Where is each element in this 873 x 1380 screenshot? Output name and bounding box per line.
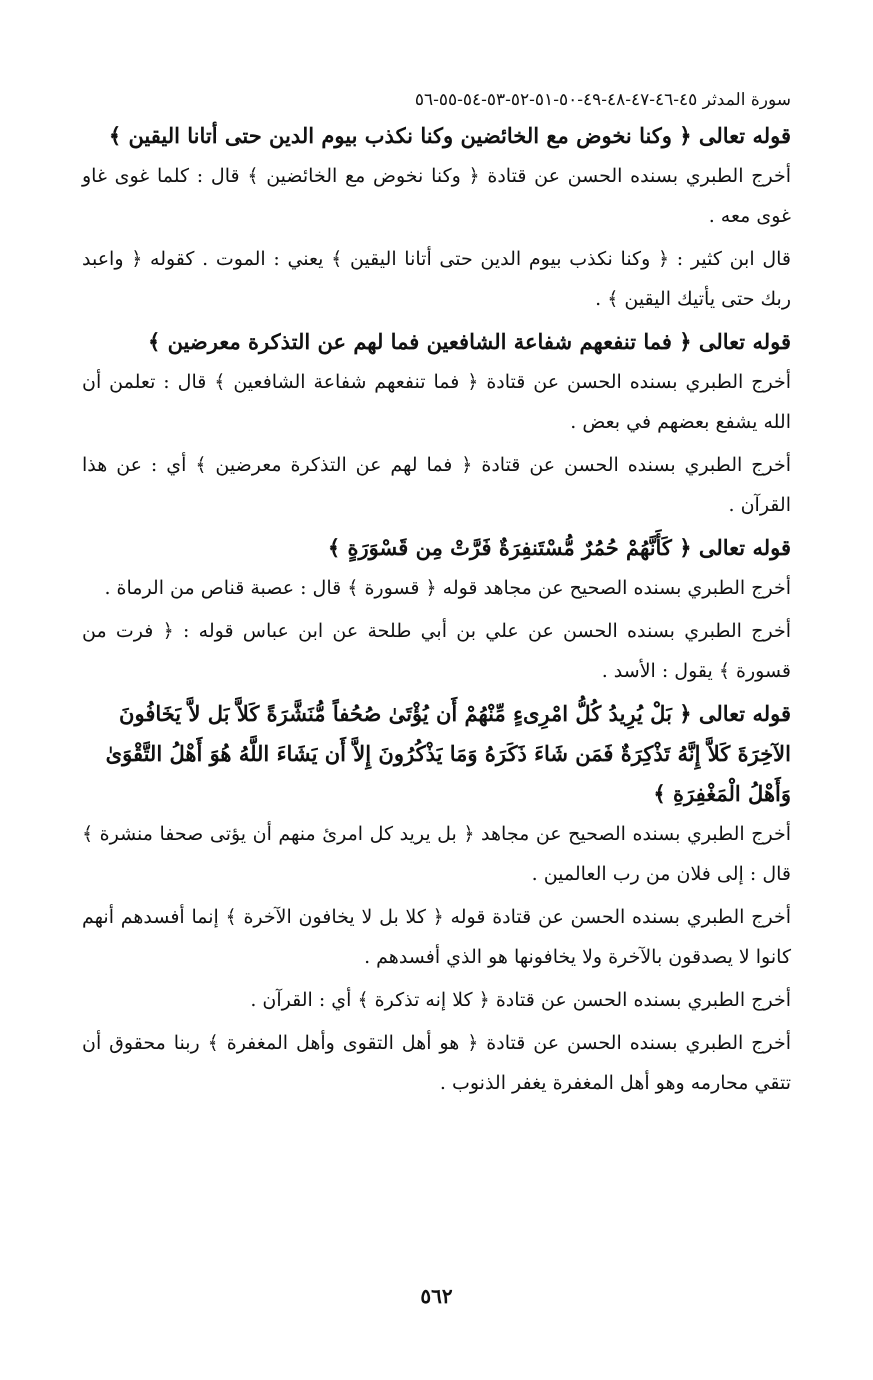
- section-heading: قوله تعالى ﴿ بَلْ يُرِيدُ كُلُّ امْرِىءٍ مِّنْهُمْ أَن يُؤْتَىٰ صُحُفاً مُّنَشَّرَةً كَلاَّ بَل لاَّ يَخَافُونَ الآخِرَةَ كَلاَّ إِنَّهُ تَذْكِرَةٌ فَمَن شَاءَ ذَكَرَهُ وَمَا يَذْكُرُونَ إِلاَّ أَن يَشَاءَ اللَّهُ هُوَ أَهْلُ التَّقْوَىٰ وَأَهْلُ الْمَغْفِرَةِ ﴾: [105, 701, 791, 806]
- paragraph: أخرج الطبري بسنده الصحيح عن مجاهد ﴿ بل يريد كل امرئ منهم أن يؤتى صحفا منشرة ﴾ قال : إلى فلان من رب العالمين .: [82, 823, 791, 885]
- paragraph: أخرج الطبري بسنده الحسن عن قتادة ﴿ هو أهل التقوى وأهل المغفرة ﴾ ربنا محقوق أن تتقي محارمه وهو أهل المغفرة يغفر الذنوب .: [82, 1032, 791, 1094]
- section-heading: قوله تعالى ﴿ فما تنفعهم شفاعة الشافعين فما لهم عن التذكرة معرضين ﴾: [147, 329, 791, 354]
- running-header: سورة المدثر ٤٥-٤٦-٤٧-٤٨-٤٩-٥٠-٥١-٥٢-٥٣-٥٤-٥٥-٥٦: [414, 90, 791, 110]
- paragraph: أخرج الطبري بسنده الحسن عن قتادة ﴿ وكنا نخوض مع الخائضين ﴾ قال : كلما غوى غاو غوى معه .: [82, 165, 791, 227]
- section-heading: قوله تعالى ﴿ كَأَنَّهُمْ حُمُرٌ مُّسْتَنفِرَةٌ فَرَّتْ مِن قَسْوَرَةٍ ﴾: [327, 535, 791, 560]
- section-4: [82, 694, 791, 1103]
- paragraph: قال ابن كثير : ﴿ وكنا نكذب بيوم الدين حتى أتانا اليقين ﴾ يعني : الموت . كقوله ﴿ واعبد ربك حتى يأتيك اليقين ﴾ .: [82, 248, 791, 310]
- section-1: [82, 116, 791, 319]
- paragraph: أخرج الطبري بسنده الحسن عن قتادة قوله ﴿ كلا بل لا يخافون الآخرة ﴾ إنما أفسدهم أنهم كانوا لا يصدقون بالآخرة ولا يخافونها هو الذي أفسدهم .: [82, 906, 791, 968]
- page-number: ٥٦٢: [420, 1284, 453, 1308]
- paragraph: أخرج الطبري بسنده الصحيح عن مجاهد قوله ﴿ قسورة ﴾ قال : عصبة قناص من الرماة .: [104, 577, 791, 599]
- section-heading: قوله تعالى ﴿ وكنا نخوض مع الخائضين وكنا نكذب بيوم الدين حتى أتانا اليقين ﴾: [108, 123, 791, 148]
- paragraph: أخرج الطبري بسنده الحسن عن قتادة ﴿ كلا إنه تذكرة ﴾ أي : القرآن .: [250, 989, 791, 1011]
- section-3: [82, 528, 791, 691]
- paragraph: أخرج الطبري بسنده الحسن عن قتادة ﴿ فما لهم عن التذكرة معرضين ﴾ أي : عن هذا القرآن .: [82, 454, 791, 516]
- section-2: [82, 322, 791, 525]
- paragraph: أخرج الطبري بسنده الحسن عن علي بن أبي طلحة عن ابن عباس قوله : ﴿ فرت من قسورة ﴾ يقول : الأسد .: [82, 620, 791, 682]
- paragraph: أخرج الطبري بسنده الحسن عن قتادة ﴿ فما تنفعهم شفاعة الشافعين ﴾ قال : تعلمن أن الله يشفع بعضهم في بعض .: [82, 371, 791, 433]
